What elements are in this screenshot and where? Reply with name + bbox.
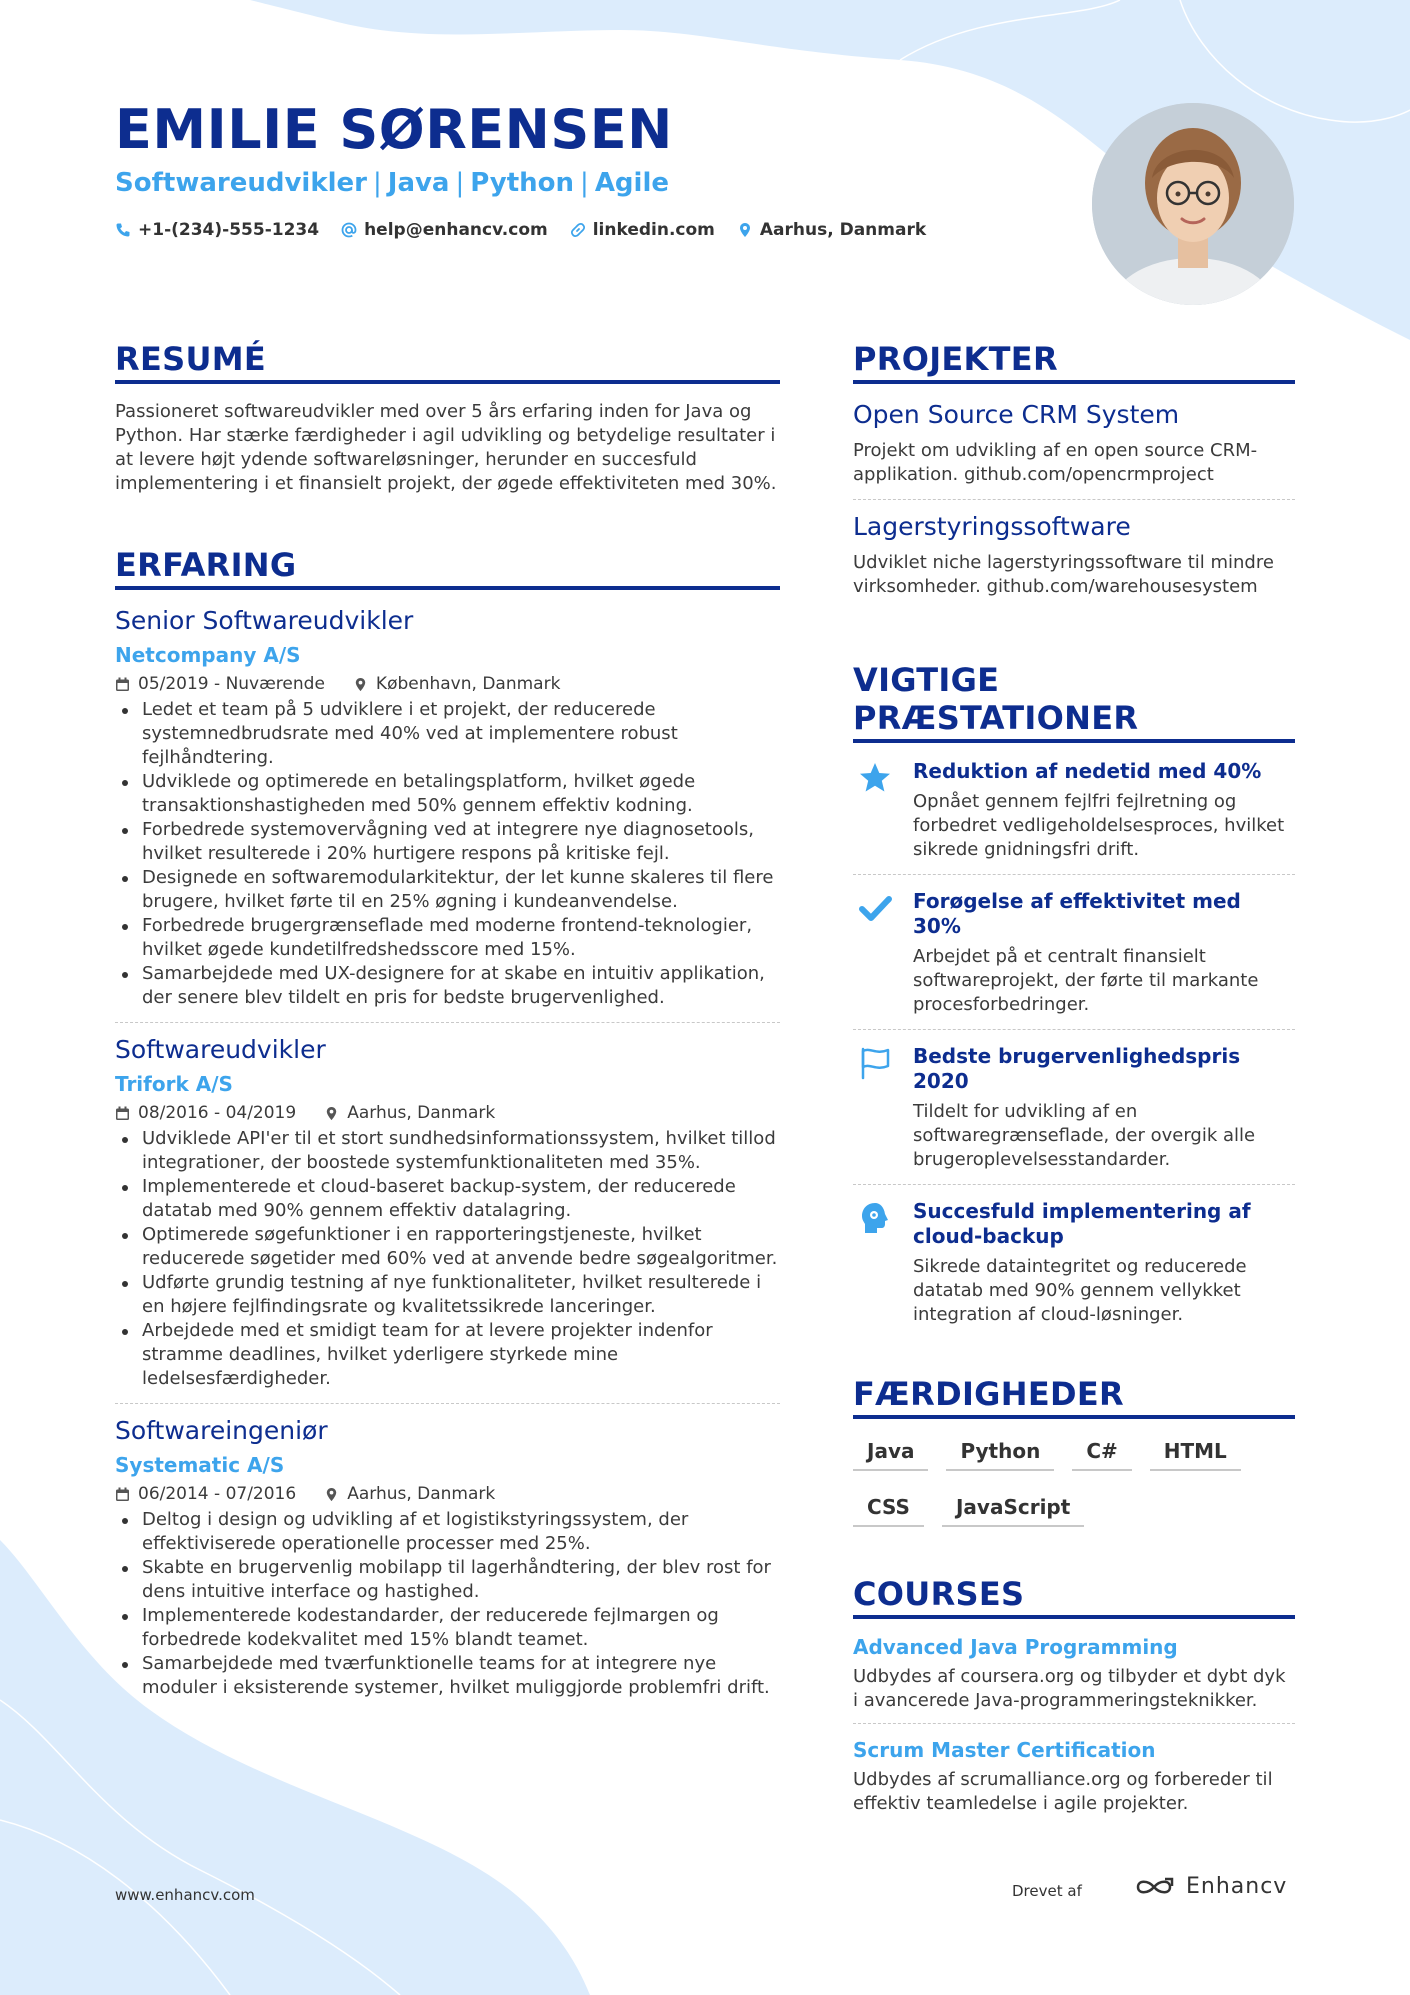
course-entry: [853, 1738, 1295, 1826]
achievement-title: Succesfuld implementering af cloud-backup: [913, 1199, 1251, 1248]
course-title: Scrum Master Certification: [853, 1738, 1156, 1762]
star-icon: [858, 761, 892, 795]
headline-skill-java: Java: [387, 168, 450, 198]
bullet: Deltog i design og udvikling af et logistikstyringssystem, der effektiviserede operationelle processer med 25%.: [115, 1508, 780, 1556]
skill-tag: Python: [946, 1435, 1054, 1471]
job-title: Softwareudvikler: [115, 1035, 326, 1064]
skill-tag: Java: [853, 1435, 928, 1471]
location-pin-icon: [353, 677, 368, 692]
bullet: Udviklede API'er til et stort sundhedsinformationssystem, hvilket tillod integrationer, der boostede systemfunktionaliteten med 35%.: [115, 1127, 780, 1175]
bullet: Ledet et team på 5 udviklere i et projekt, der reducerede systemnedbrudsrate med 40% ved at implementere robust fejlhåndtering.: [115, 698, 780, 770]
skill-tag: C#: [1072, 1435, 1131, 1471]
achievement-description: Tildelt for udvikling af en softwaregrænseflade, der overgik alle brugeroplevelsesstandarder.: [913, 1101, 1256, 1170]
headline-title: Softwareudvikler: [115, 168, 367, 198]
experience-section: [115, 546, 780, 1712]
portrait-illustration: [1092, 103, 1294, 305]
head-icon: [858, 1201, 892, 1235]
project-entry: [853, 400, 1295, 500]
bullet: Implementerede et cloud-baseret backup-system, der reducerede datatab med 90% gennem effektiv datalagring.: [115, 1175, 780, 1223]
footer-url[interactable]: www.enhancv.com: [115, 1886, 255, 1904]
location-pin-icon: [324, 1487, 339, 1502]
achievement-entry: [853, 1199, 1295, 1339]
footer-brand-name: Enhancv: [1186, 1874, 1288, 1899]
right-column: [853, 340, 1295, 1840]
candidate-name: EMILIE SØRENSEN: [115, 98, 673, 161]
link-icon: [570, 222, 586, 238]
profile-photo: [1092, 103, 1294, 305]
achievement-description: Sikrede dataintegritet og reducerede datatab med 90% gennem vellykket integration af cloud-løsninger.: [913, 1256, 1247, 1325]
course-title: Advanced Java Programming: [853, 1635, 1178, 1659]
calendar-icon: [115, 1487, 130, 1502]
job-company: Netcompany A/S: [115, 643, 301, 667]
bullet: Optimerede søgefunktioner i en rapporteringstjeneste, hvilket reducerede søgetider med 60% ved at anvende bedre søgealgoritmer.: [115, 1223, 780, 1271]
job-meta: [115, 1103, 780, 1123]
job-location: Aarhus, Danmark: [347, 1103, 496, 1123]
job-bullets: [115, 1508, 780, 1700]
job-location: Aarhus, Danmark: [347, 1484, 496, 1504]
achievement-description: Arbejdet på et centralt finansielt softwareprojekt, der førte til markante procesforbedringer.: [913, 946, 1259, 1015]
job-dates: 05/2019 - Nuværende: [138, 674, 325, 694]
job-company: Trifork A/S: [115, 1072, 233, 1096]
courses-heading: COURSES: [853, 1575, 1295, 1619]
bullet: Udviklede og optimerede en betalingsplatform, hvilket øgede transaktionshastigheden med 50% gennem effektiv kodning.: [115, 770, 780, 818]
achievement-title: Reduktion af nedetid med 40%: [913, 759, 1262, 783]
skill-tag: HTML: [1150, 1435, 1241, 1471]
skill-tag: JavaScript: [942, 1491, 1084, 1527]
contact-location: Aarhus, Danmark: [737, 220, 926, 240]
calendar-icon: [115, 677, 130, 692]
job-entry: [115, 606, 780, 1023]
bullet: Skabte en brugervenlig mobilapp til lagerhåndtering, der blev rost for dens intuitive interface og hastighed.: [115, 1556, 780, 1604]
left-column: [115, 340, 780, 1724]
course-description: Udbydes af scrumalliance.org og forbereder til effektiv teamledelse i agile projekter.: [853, 1769, 1273, 1814]
contact-linkedin[interactable]: linkedin.com: [570, 220, 715, 240]
course-entry: [853, 1635, 1295, 1724]
courses-section: [853, 1575, 1295, 1826]
at-icon: [341, 222, 357, 238]
skills-list: [853, 1435, 1295, 1527]
job-entry: [115, 1416, 780, 1712]
skills-section: [853, 1375, 1295, 1527]
bullet: Arbejdede med et smidigt team for at levere projekter indenfor stramme deadlines, hvilket yderligere styrkede mine ledelsesfærdigheder.: [115, 1319, 780, 1391]
achievement-entry: [853, 759, 1295, 875]
achievement-description: Opnået gennem fejlfri fejlretning og forbedret vedligeholdelsesproces, hvilket sikrede gnidningsfri drift.: [913, 791, 1285, 860]
contact-bar: [115, 220, 926, 240]
headline-skill-python: Python: [470, 168, 575, 198]
project-description: Projekt om udvikling af en open source CRM-applikation. github.com/opencrmproject: [853, 440, 1258, 485]
summary-heading: RESUMÉ: [115, 340, 780, 384]
enhancv-logo-icon: [1132, 1875, 1176, 1899]
job-dates: 08/2016 - 04/2019: [138, 1103, 297, 1123]
summary-section: [115, 340, 780, 496]
job-company: Systematic A/S: [115, 1453, 285, 1477]
bullet: Forbedrede brugergrænseflade med moderne frontend-teknologier, hvilket øgede kundetilfredshedsscore med 15%.: [115, 914, 780, 962]
job-meta: [115, 1484, 780, 1504]
bullet: Implementerede kodestandarder, der reducerede fejlmargen og forbedrede kodekvalitet med 15% blandt teamet.: [115, 1604, 780, 1652]
flag-icon: [858, 1046, 892, 1080]
summary-text: Passioneret softwareudvikler med over 5 års erfaring inden for Java og Python. Har stærke færdigheder i agil udvikling og betydelige resultater i at levere højt ydende softwareløsninger, herunder en succesfuld implementering i et finansielt projekt, der øgede effektiviteten med 30%.: [115, 401, 777, 494]
location-pin-icon: [737, 222, 753, 238]
check-icon: [858, 891, 892, 925]
job-bullets: [115, 698, 780, 1010]
bullet: Samarbejdede med UX-designere for at skabe en intuitiv applikation, der senere blev tildelt en pris for bedste brugervenlighed.: [115, 962, 780, 1010]
job-dates: 06/2014 - 07/2016: [138, 1484, 297, 1504]
achievement-entry: [853, 1044, 1295, 1185]
projects-heading: PROJEKTER: [853, 340, 1295, 384]
headline: Softwareudvikler | Java | Python | Agile: [115, 168, 670, 198]
job-meta: [115, 674, 780, 694]
bullet: Samarbejdede med tværfunktionelle teams for at integrere nye moduler i eksisterende systemer, hvilket muliggjorde problemfri drift.: [115, 1652, 780, 1700]
location-pin-icon: [324, 1106, 339, 1121]
job-entry: [115, 1035, 780, 1404]
footer-brand[interactable]: [1132, 1874, 1287, 1899]
bullet: Designede en softwaremodularkitektur, der let kunne skaleres til flere brugere, hvilket førte til en 25% øgning i kundeanvendelse.: [115, 866, 780, 914]
bullet: Udførte grundig testning af nye funktionaliteter, hvilket resulterede i en højere fejlfindingsrate og kvalitetssikrede lanceringer.: [115, 1271, 780, 1319]
headline-skill-agile: Agile: [594, 168, 670, 198]
footer-powered-by: Drevet af: [1012, 1882, 1082, 1900]
bullet: Forbedrede systemovervågning ved at integrere nye diagnosetools, hvilket resulterede i 20% hurtigere respons på kritiske fejl.: [115, 818, 780, 866]
skills-heading: FÆRDIGHEDER: [853, 1375, 1295, 1419]
projects-section: [853, 340, 1295, 611]
achievements-heading: VIGTIGE PRÆSTATIONER: [853, 661, 1295, 743]
project-title: Open Source CRM System: [853, 400, 1180, 429]
achievements-section: [853, 661, 1295, 1339]
contact-phone[interactable]: +1-(234)-555-1234: [115, 220, 319, 240]
job-title: Senior Softwareudvikler: [115, 606, 414, 635]
contact-email[interactable]: help@enhancv.com: [341, 220, 548, 240]
project-entry: [853, 512, 1295, 611]
phone-icon: [115, 222, 131, 238]
skill-tag: CSS: [853, 1491, 924, 1527]
calendar-icon: [115, 1106, 130, 1121]
achievement-title: Bedste brugervenlighedspris 2020: [913, 1044, 1241, 1093]
project-description: Udviklet niche lagerstyringssoftware til mindre virksomheder. github.com/warehousesystem: [853, 552, 1274, 597]
job-location: København, Danmark: [375, 674, 561, 694]
job-bullets: [115, 1127, 780, 1391]
achievement-title: Forøgelse af effektivitet med 30%: [913, 889, 1241, 938]
project-title: Lagerstyringssoftware: [853, 512, 1131, 541]
experience-heading: ERFARING: [115, 546, 780, 590]
course-description: Udbydes af coursera.org og tilbyder et dybt dyk i avancerede Java-programmeringsteknikker.: [853, 1666, 1286, 1711]
achievement-entry: [853, 889, 1295, 1030]
job-title: Softwareingeniør: [115, 1416, 328, 1445]
